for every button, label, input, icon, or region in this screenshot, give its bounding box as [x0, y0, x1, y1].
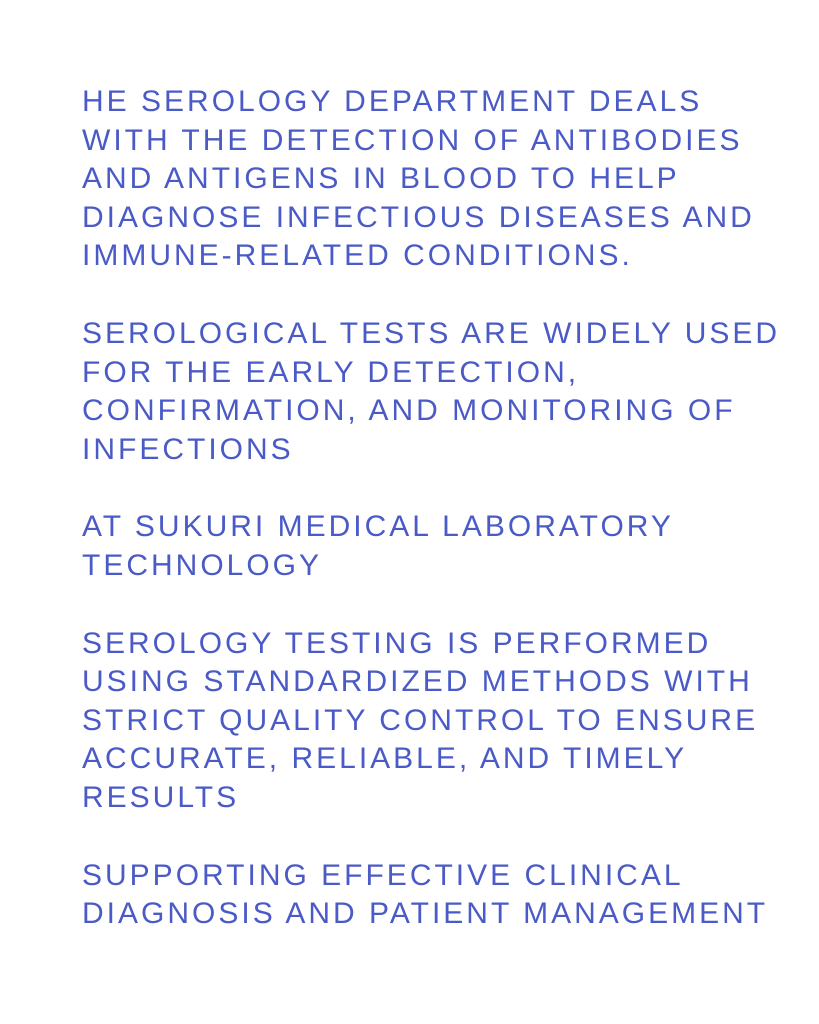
paragraph-serology-department-intro	[82, 83, 779, 276]
text-line: SUPPORTING EFFECTIVE CLINICAL	[82, 858, 684, 892]
text-line: CONFIRMATION, AND MONITORING OF	[82, 394, 736, 428]
text-line: AND ANTIGENS IN BLOOD TO HELP	[82, 162, 680, 196]
text-line: STRICT QUALITY CONTROL TO ENSURE	[82, 703, 759, 737]
text-line: IMMUNE-RELATED CONDITIONS.	[82, 239, 633, 273]
text-line: SEROLOGICAL TESTS ARE WIDELY USED	[82, 316, 781, 350]
paragraph-clinical-diagnosis-support	[82, 857, 779, 934]
text-line: HE SEROLOGY DEPARTMENT DEALS	[82, 85, 703, 118]
text-line: RESULTS	[82, 780, 240, 814]
text-line: USING STANDARDIZED METHODS WITH	[82, 665, 753, 699]
text-line: FOR THE EARLY DETECTION,	[82, 355, 580, 389]
text-line: INFECTIONS	[82, 432, 294, 466]
paragraph-serological-tests-usage	[82, 315, 779, 469]
text-line: SEROLOGY TESTING IS PERFORMED	[82, 626, 712, 660]
text-line: DIAGNOSE INFECTIOUS DISEASES AND	[82, 200, 755, 234]
text-line: TECHNOLOGY	[82, 548, 323, 582]
text-line: AT SUKURI MEDICAL LABORATORY	[82, 510, 674, 544]
paragraph-serology-testing-methods	[82, 625, 779, 818]
text-line: ACCURATE, RELIABLE, AND TIMELY	[82, 742, 688, 776]
text-line: WITH THE DETECTION OF ANTIBODIES	[82, 123, 743, 157]
paragraph-sukuri-medical-laboratory	[82, 508, 779, 585]
text-line: DIAGNOSIS AND PATIENT MANAGEMENT	[82, 897, 769, 931]
